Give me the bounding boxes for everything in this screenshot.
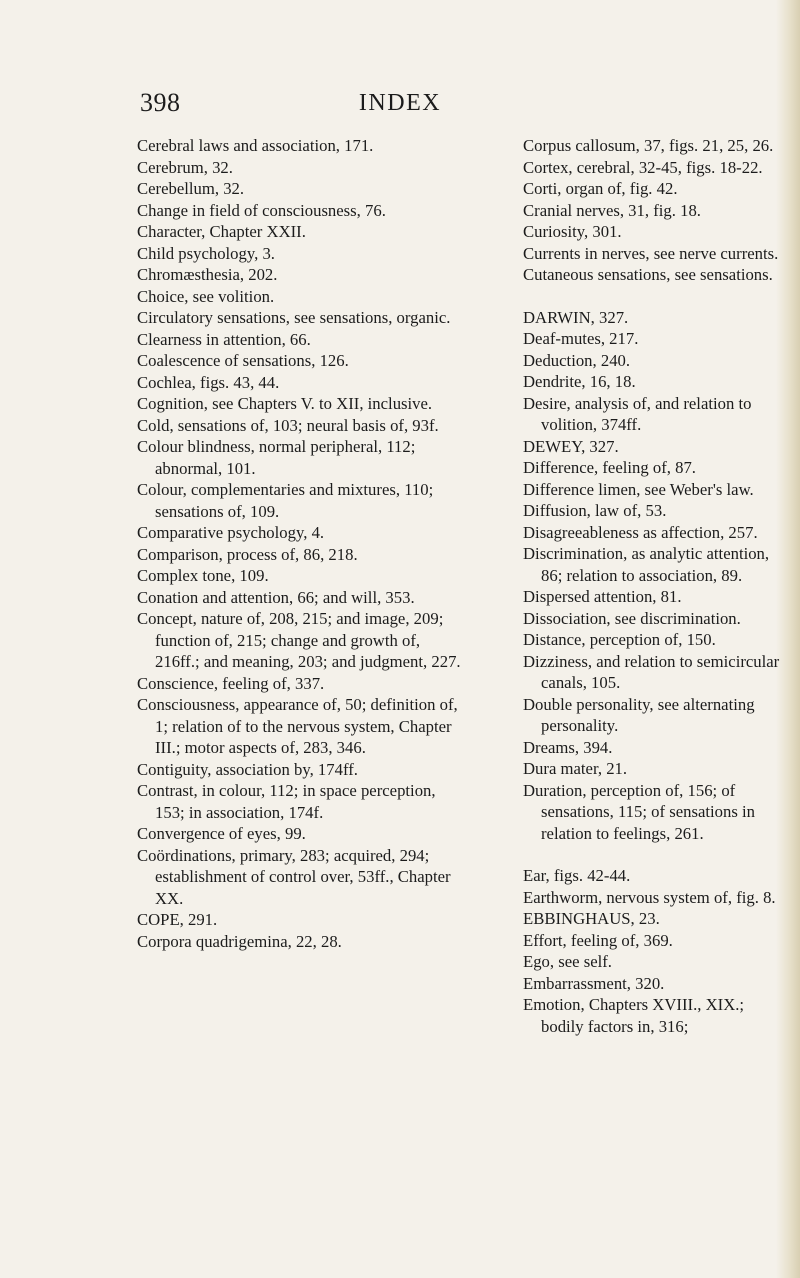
index-entry: Dendrite, 16, 18. [523,372,636,391]
index-entry: Cognition, see Chapters V. to XII, inclusive. [137,394,433,413]
index-entry: Curiosity, 301. [523,222,622,241]
index-entry: Cerebrum, 32. [137,157,233,177]
index-entry: Cranial nerves, 31, fig. 18. [523,200,701,220]
index-entry: Change in field of consciousness, 76. [137,200,386,220]
index-entry: Chromæsthesia, 202. [137,265,278,284]
index-entry: Distance, perception of, 150. [523,630,716,649]
index-entry: Dissociation, see discrimination. [523,608,741,628]
index-entry: Corpus callosum, 37, figs. 21, 25, 26. [523,136,774,155]
index-entry: Diffusion, law of, 53. [523,501,667,520]
index-entry: Discrimination, as analytic attention, 86; relation to association, 89. [523,544,770,585]
index-entry: Cold, sensations of, 103; neural basis of, 93f. [137,415,439,435]
index-entry: Dura mater, 21. [523,759,628,778]
index-entry: Dreams, 394. [523,737,613,757]
index-entry: Cerebellum, 32. [137,179,245,198]
index-entry: Dispersed attention, 81. [523,587,682,606]
index-entry: Ego, see self. [523,952,612,971]
index-entry: Currents in nerves, see nerve currents. [523,243,779,263]
index-entry: Cerebral laws and association, 171. [137,136,374,155]
index-entry: Difference limen, see Weber's law. [523,479,754,499]
index-entry: Deaf-mutes, 217. [523,329,639,348]
section-gap [523,286,785,307]
index-entry: Conation and attention, 66; and will, 353. [137,587,415,607]
index-entry: Disagreeableness as affection, 257. [523,522,758,542]
running-head: INDEX [358,90,442,116]
index-entry: Deduction, 240. [523,350,631,370]
index-entry: Child psychology, 3. [137,243,275,263]
index-entry: Double personality, see alternating personality. [523,694,755,735]
index-entry: Corpora quadrigemina, 22, 28. [137,931,342,951]
page-header [0,88,800,120]
index-entry: Clearness in attention, 66. [137,329,311,349]
index-entry: Colour blindness, normal peripheral, 112; abnormal, 101. [137,437,416,478]
page-number: 398 [140,88,181,117]
index-entry: Colour, complementaries and mixtures, 110; sensations of, 109. [137,480,434,521]
index-entry: Cutaneous sensations, see sensations. [523,265,773,284]
index-entry: Consciousness, appearance of, 50; definition of, 1; relation of to the nervous system, Chapter III.; motor aspects of, 283, 346. [137,695,458,757]
index-entry: Desire, analysis of, and relation to volition, 374ff. [523,393,752,434]
index-entry: Ear, figs. 42-44. [523,866,631,885]
index-entry: Difference, feeling of, 87. [523,458,696,477]
index-column-left [137,135,462,952]
index-entry: Comparison, process of, 86, 218. [137,544,358,564]
index-entry: DEWEY, 327. [523,436,619,456]
index-entry: Embarrassment, 320. [523,973,665,993]
index-entry: Conscience, feeling of, 337. [137,673,325,693]
index-entry: Circulatory sensations, see sensations, organic. [137,308,451,327]
index-entry: Corti, organ of, fig. 42. [523,179,678,198]
index-entry: Coördinations, primary, 283; acquired, 294; establishment of control over, 53ff., Chapter XX. [137,845,451,908]
index-entry: Complex tone, 109. [137,566,269,585]
index-entry: Emotion, Chapters XVIII., XIX.; bodily factors in, 316; [523,995,745,1036]
index-entry: Earthworm, nervous system of, fig. 8. [523,887,776,907]
index-entry: EBBINGHAUS, 23. [523,909,660,928]
index-entry: Character, Chapter XXII. [137,222,306,241]
index-entry: Dizziness, and relation to semicircular canals, 105. [523,651,780,692]
index-entry: Contiguity, association by, 174ff. [137,759,358,779]
index-entry: Convergence of eyes, 99. [137,824,306,843]
index-column-right [523,135,785,1037]
index-entry: Cochlea, figs. 43, 44. [137,372,280,392]
index-entry: Contrast, in colour, 112; in space perception, 153; in association, 174f. [137,781,436,822]
index-entry: Coalescence of sensations, 126. [137,351,349,370]
index-entry: Concept, nature of, 208, 215; and image, 209; function of, 215; change and growth of, 216ff.; and meaning, 203; and judgment, 227. [137,609,461,671]
index-entry: Comparative psychology, 4. [137,523,325,542]
index-entry: Duration, perception of, 156; of sensations, 115; of sensations in relation to feelings, 261. [523,780,755,843]
index-entry: DARWIN, 327. [523,307,629,327]
index-entry: Cortex, cerebral, 32-45, figs. 18-22. [523,157,763,177]
index-entry: Choice, see volition. [137,286,275,306]
index-entry: Effort, feeling of, 369. [523,930,673,950]
section-gap [523,844,785,865]
index-entry: COPE, 291. [137,910,218,929]
